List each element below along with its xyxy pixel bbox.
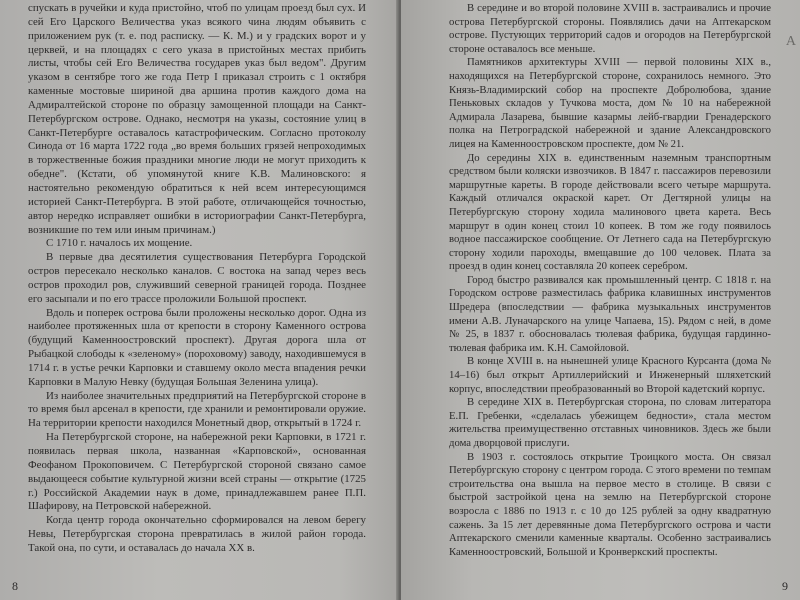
paragraph: Из наиболее значительных предприятий на Петербургской стороне в то время был арсенал в крепости, где хранили и ремонтировали оружие. На территории крепости находился Монетный двор, открытый в 1724 г. [28,389,366,430]
paragraph: В конце XVIII в. на нынешней улице Красного Курсанта (дома № 14–16) был открыт Артиллерийский и Инженерный шляхетский корпус, впоследствии преобразованный во Второй кадетский корпус. [449,355,771,395]
left-page [0,0,399,600]
paragraph: В середине и во второй половине XVIII в. застраивались и прочие острова Петербургской стороны. Появлялись дачи на Аптекарском острове. Пустующих территорий садов и огородов на Петербургской стороне оставалось все меньше. [449,2,771,55]
paragraph: В 1903 г. состоялось открытие Троицкого моста. Он связал Петербургскую сторону с центром города. С этого времени по темпам строительства она вышла на первое место в столице. В связи с быстрой застройкой цена на землю на Петербургской стороне возросла с 1886 по 1913 г. с 10 до 125 рублей за одну квадратную сажень. За 15 лет деревянные дома Петербургского острова и части Аптекарского сменили каменные кварталы. Особенно застраивались Каменноостровский, Большой и Кронверкский проспекты. [449,450,771,558]
paragraph: В первые два десятилетия существования Петербурга Городской остров пересекало несколько каналов. С востока на запад через весь остров проходил ров, служивший северной границей города. Позднее его засыпали и по его трассе проложили Большой проспект. [28,251,366,305]
page-number: 9 [782,579,788,593]
paragraph: С 1710 г. началось их мощение. [46,237,193,250]
right-page [401,0,800,600]
paragraph: Город быстро развивался как промышленный центр. С 1818 г. на Городском острове разместилась фабрика клавишных инструментов Шредера (впоследствии — фабрика музыкальных инструментов имени А.В. Луначарского на улице Чапаева, 15). Рядом с ней, в доме № 25, в 1837 г. обосновалась тюлевая фабрика, будущая гардинно-тюлевая фабрика им. К.Н. Самойловой. [449,273,771,354]
paragraph: В середине XIX в. Петербургская сторона, по словам литератора Е.П. Гребенки, «сделалась убежищем бедности», стала местом жительства преимущественно отставных чиновников. Здесь же были дома дворцовой прислуги. [449,396,771,449]
paragraph: На Петербургской стороне, на набережной реки Карповки, в 1721 г. появилась первая школа, названная «Карповской», основанная Феофаном Прокоповичем. С Петербургской стороной связано самое выдающееся событие культурной жизни всей страны — открытие (1725 г.) Российской Академии наук в доме, принадлежавшем ранее П.П. Шафирову, на Петровской набережной. [28,431,366,513]
paragraph: Памятников архитектуры XVIII — первой половины XIX в., находящихся на Петербургской стороне, сохранилось немного. Это Князь-Владимирский собор на проспекте Добролюбова, здание Пеньковых складов у Тучкова моста, дом № 10 на набережной Адмирала Лазарева, бывшие казармы лейб-гвардии Гренадерского полка на Петроградской набережной и здание Александровского лицея на Каменноостровском проспекте, дом № 21. [449,56,771,150]
paragraph: Вдоль и поперек острова были проложены несколько дорог. Одна из наиболее протяженных шла от крепости в сторону Каменного острова (будущий Каменноостровский проспект). Другая дорога шла от Рыбацкой слободы к «зеленому» (пороховому) заводу, находившемуся в 1714 г. в устье речки Карповки и ставшему около места впадения речки Карповки в Малую Невку (будущая Большая Зеленина улица). [28,306,366,388]
paragraph: До середины XIX в. единственным наземным транспортным средством были коляски извозчиков. В 1847 г. пассажиров перевозили маршрутные кареты. В городе действовали всего четыре маршрута. Каждый отличался окраской карет. От Дегтярной улицы на Петербургскую сторону ходила малинового цвета карета. Весь маршрут в один конец стоил 10 копеек. В том же году появилось водное пассажирское сообщение. От Летнего сада на Петербургскую сторону ходили пароходы, вмещавшие до 100 человек. Плата за проезд в один конец составляла 20 копеек серебром. [449,151,771,273]
left-page-text [28,2,366,556]
paragraph: спускать в ручейки и куда пристойно, чтоб по улицам проезд был сух. И сей Его Царского Величества указ всякого чина людям объявить с приложением рук (т. е. под расписку. — К. М.) и у градских ворот и у церквей, и на площадях с сего указа в пристойных местах прибить листы, чтобы сей Его Величества государев указ был ведом". Другим указом в сентябре того же года Петр I приказал строить с 1 октября каменные мостовые шириной два аршина против каждого дома на Адмиралтейской стороне по образцу замощенной площади на Санкт-Петербургском острове. Однако, несмотря на указы, состояние улиц в Санкт-Петербурге оставалось катастрофическим. Согласно протоколу Синода от 16 марта 1722 года „во время больших грязей непроходимых в торжественные божия праздники многие люди не могут приходить к обедне". (Кстати, об упомянутой книге К.В. Малиновского: я настоятельно рекомендую обратиться к ней всем интересующимся историей Санкт-Петербурга. В этой работе, отличающейся точностью, автор нередко исправляет ошибки в историографии Санкт-Петербурга, возникшие по тем или иным причинам.) [28,2,366,236]
paragraph: Когда центр города окончательно сформировался на левом берегу Невы, Петербургская сторона превратилась в жилой район города. Такой она, по сути, и оставалась до начала XX в. [28,514,366,554]
page-number: 8 [12,579,18,593]
page-edge-mark: А [785,34,796,49]
right-page-text [449,2,771,559]
